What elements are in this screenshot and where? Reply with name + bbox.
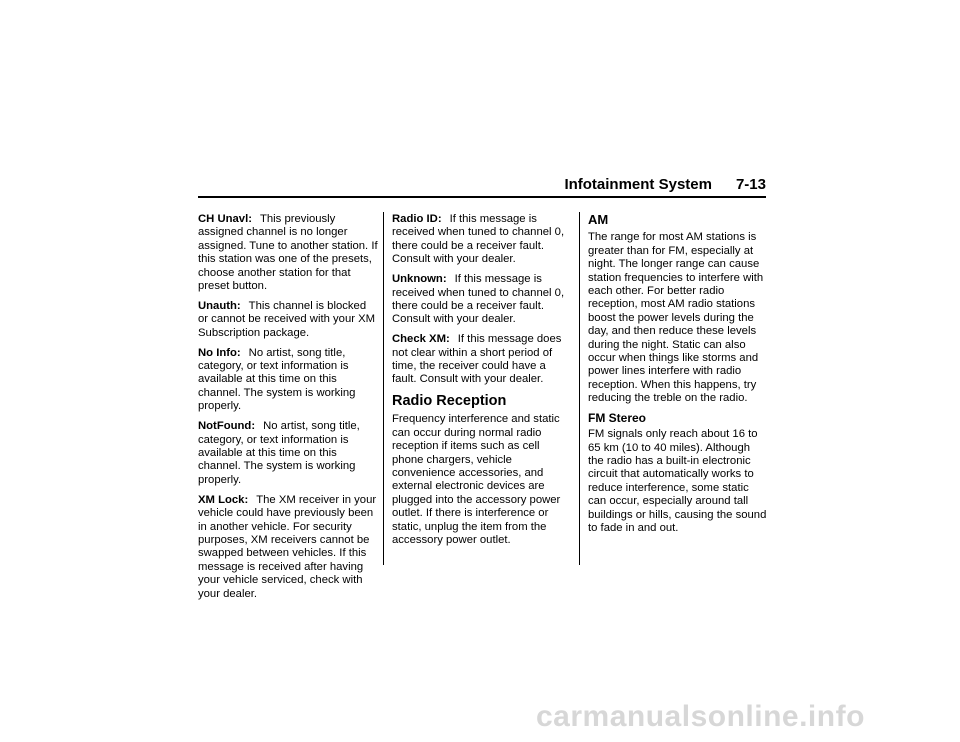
entry-text: The XM receiver in your vehicle could have previously been in another vehicle. For security purposes, XM receivers cannot be swapped between vehicles. If this message is received after having your vehicle serviced, check with your dealer. xyxy=(198,493,377,600)
entry-term: CH Unavl: xyxy=(198,213,252,225)
entry-text: If this message is received when tuned to channel 0, there could be a receiver fault. Consult with your dealer. xyxy=(392,273,565,326)
section-title: Infotainment System xyxy=(564,176,712,193)
watermark: carmanualsonline.info xyxy=(536,700,865,733)
header-rule xyxy=(198,196,766,198)
definition-entry xyxy=(198,213,378,293)
definition-entry xyxy=(392,273,572,327)
definition-entry xyxy=(198,420,378,487)
am-paragraph: The range for most AM stations is greater than for FM, especially at night. The longer range can cause station frequencies to interfere with each other. For better radio reception, most AM radio stations boost the power levels during the day, and then reduce these levels during the night. Static can also occur when things like storms and power lines interfere with radio reception. When this happens, try reducing the treble on the radio. xyxy=(588,231,764,405)
page-number: 7-13 xyxy=(735,176,766,193)
radio-reception-heading: Radio Reception xyxy=(392,392,507,409)
definition-entry xyxy=(198,347,378,414)
column-divider xyxy=(579,212,580,565)
definition-entry xyxy=(392,213,572,267)
entry-text: If this message is received when tuned to channel 0, there could be a receiver fault. Consult with your dealer. xyxy=(392,213,565,266)
column-1 xyxy=(198,213,378,607)
entry-text: No artist, song title, category, or text information is available at this time on this channel. The system is working properly. xyxy=(198,420,360,486)
entry-term: Unknown: xyxy=(392,273,447,286)
column-3 xyxy=(588,213,768,539)
column-2 xyxy=(392,213,572,551)
entry-term: NotFound: xyxy=(198,420,256,433)
entry-text: This previously assigned channel is no longer assigned. Tune to another station. If this station was one of the presets, choose another station for that preset button. xyxy=(198,213,378,293)
definition-entry xyxy=(198,300,378,340)
am-heading: AM xyxy=(588,212,609,227)
entry-term: Unauth: xyxy=(198,299,241,312)
radio-reception-paragraph: Frequency interference and static can occur during normal radio reception if items such as cell phone chargers, vehicle convenience accessories, and external electronic devices are plugged into the accessory power outlet. If there is interference or static, unplug the item from the accessory power outlet. xyxy=(392,413,561,546)
entry-term: No Info: xyxy=(198,346,241,359)
entry-text: If this message does not clear within a short period of time, the receiver could have a fault. Consult with your dealer. xyxy=(392,333,562,386)
page-header xyxy=(198,176,766,193)
fm-stereo-heading: FM Stereo xyxy=(588,410,647,425)
entry-term: Check XM: xyxy=(392,333,450,346)
entry-term: XM Lock: xyxy=(198,493,249,506)
definition-entry xyxy=(392,333,572,387)
entry-text: No artist, song title, category, or text information is available at this time on this channel. The system is working properly. xyxy=(198,346,356,413)
definition-entry xyxy=(198,494,378,601)
entry-term: Radio ID: xyxy=(392,213,442,225)
fm-stereo-paragraph: FM signals only reach about 16 to 65 km (10 to 40 miles). Although the radio has a built-in electronic circuit that automatically works to reduce interference, some static can occur, especially around tall buildings or hills, causing the sound to fade in and out. xyxy=(588,428,767,534)
column-divider xyxy=(383,212,384,565)
entry-text: This channel is blocked or cannot be received with your XM Subscription package. xyxy=(198,299,376,339)
